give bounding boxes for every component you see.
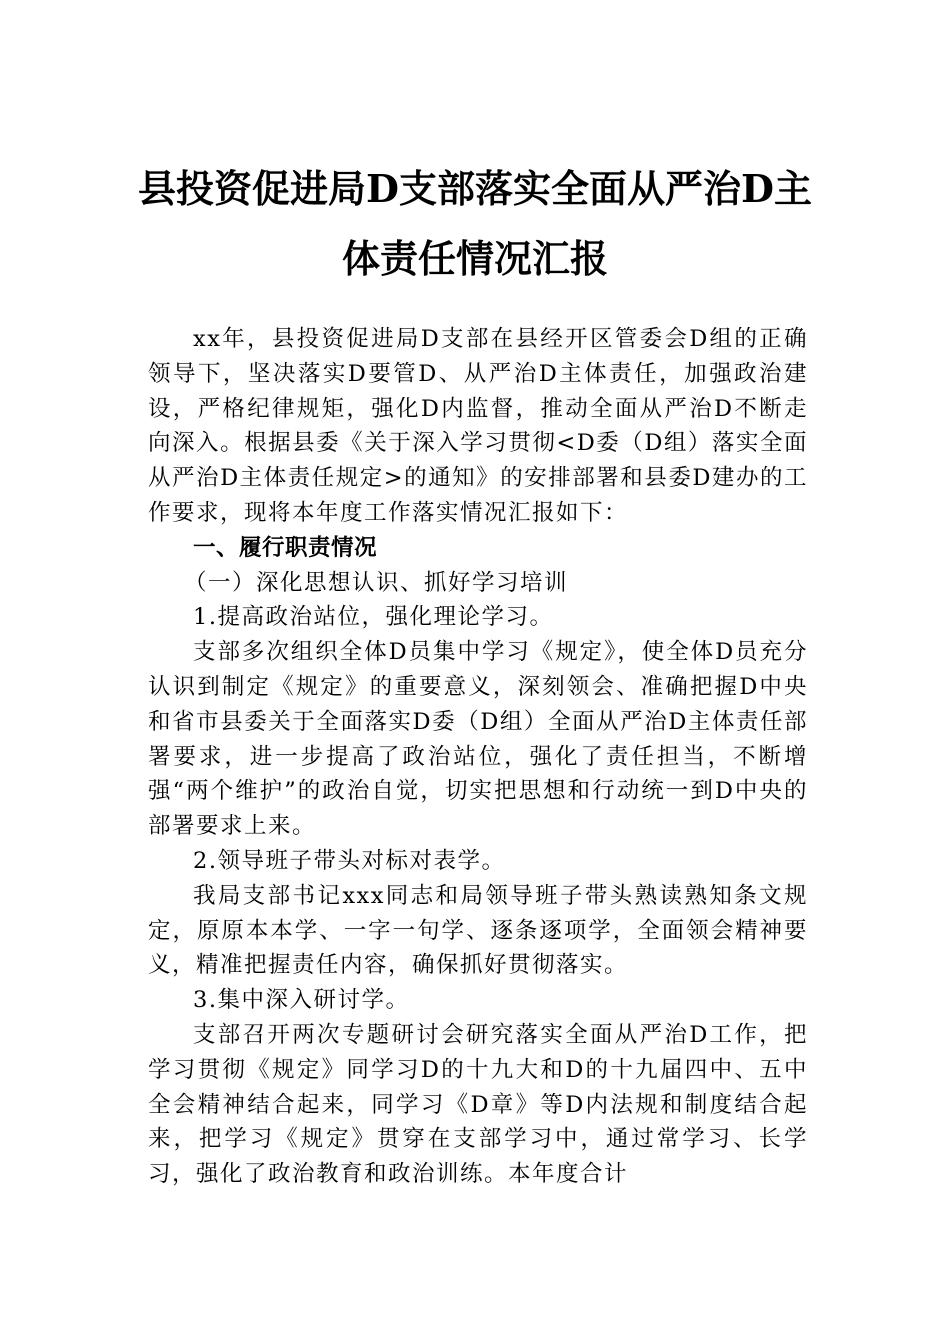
intro-paragraph: xx年，县投资促进局D支部在县经开区管委会D组的正确领导下，坚决落实D要管D、从严治D主体责任，加强政治建设，严格纪律规矩，强化D内监督，推动全面从严治D不断走向深入。根据县委《关于深入学习贯彻<D委（D组）落实全面从严治D主体责任规定>的通知》的安排部署和县委D建办的工作要求，现将本年度工作落实情况汇报如下： (148, 326, 808, 526)
document-title-line-1: 县投资促进局D支部落实全面从严治D主 (138, 166, 812, 211)
item-1-heading: 1.提高政治站位，强化理论学习。 (193, 604, 554, 631)
item-3-heading: 3.集中深入研讨学。 (193, 987, 410, 1014)
item-3-paragraph: 支部召开两次专题研讨会研究落实全面从严治D工作，把学习贯彻《规定》同学习D的十九大和D的十九届四中、五中全会精神结合起来，同学习《D章》等D内法规和制度结合起来，把学习《规定》贯穿在支部学习中，通过常学习、长学习，强化了政治教育和政治训练。本年度合计 (148, 1021, 808, 1188)
document-title-line-2: 体责任情况汇报 (341, 236, 608, 281)
document-body (148, 322, 808, 1192)
item-2-heading: 2.领导班子带头对标对表学。 (193, 847, 506, 874)
item-1-paragraph: 支部多次组织全体D员集中学习《规定》，使全体D员充分认识到制定《规定》的重要意义，深刻领会、准确把握D中央和省市县委关于全面落实D委（D组）全面从严治D主体责任部署要求，进一步提高了政治站位，强化了责任担当，不断增强“两个维护”的政治自觉，切实把思想和行动统一到D中央的部署要求上来。 (148, 639, 808, 840)
subsection-heading: （一）深化思想认识、抓好学习培训 (184, 569, 569, 596)
item-2-paragraph: 我局支部书记xxx同志和局领导班子带头熟读熟知条文规定，原原本本学、一字一句学、逐条逐项学，全面领会精神要义，精准把握责任内容，确保抓好贯彻落实。 (148, 882, 808, 979)
section-heading: 一、履行职责情况 (193, 534, 378, 561)
